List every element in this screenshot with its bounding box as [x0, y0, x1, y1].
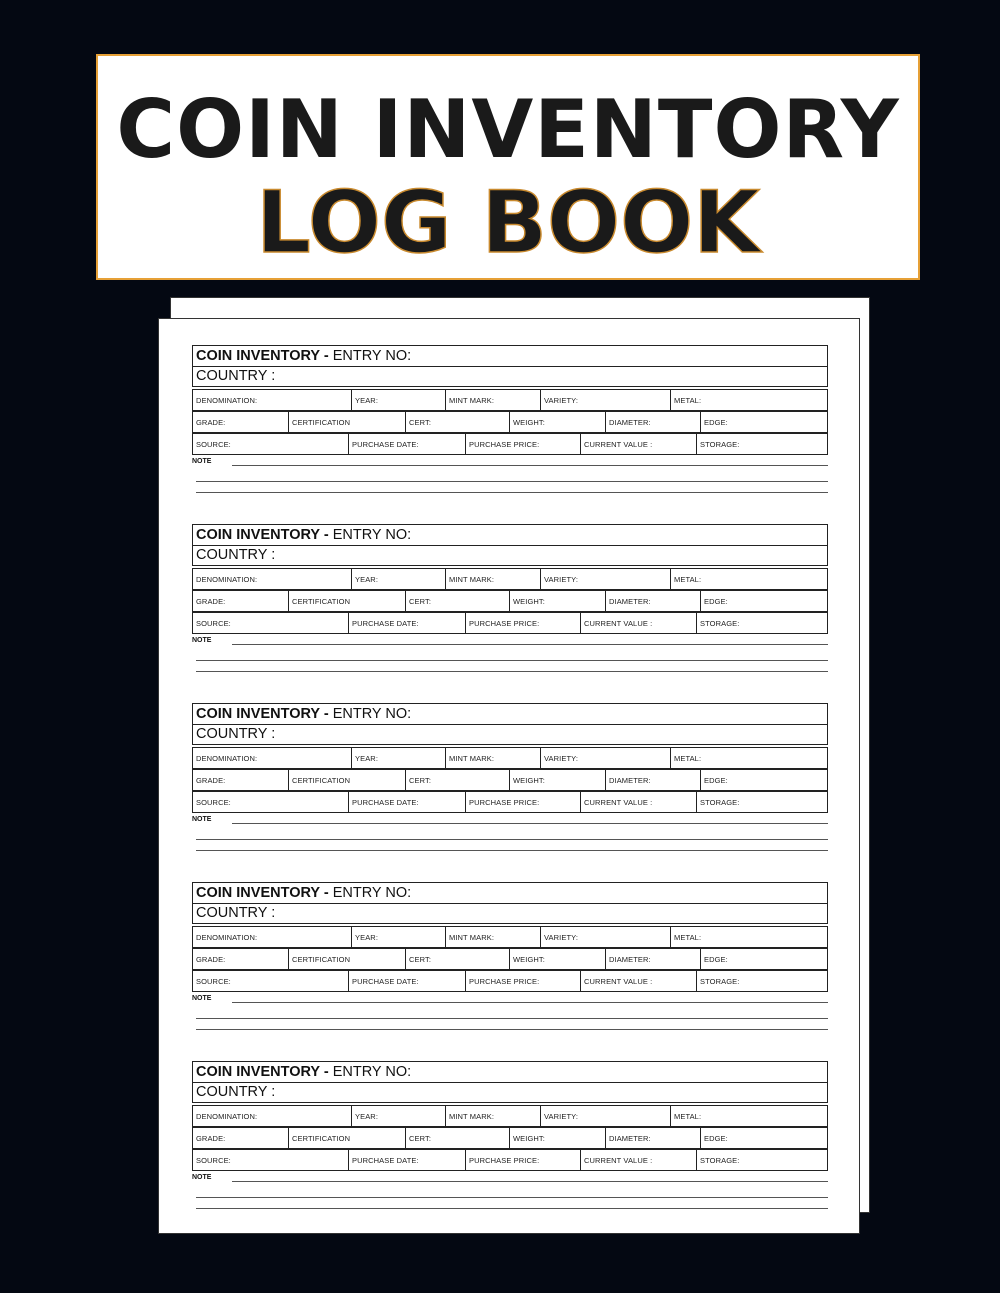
source-cell: SOURCE: [193, 971, 349, 991]
certification-cell: CERTIFICATION [289, 770, 406, 790]
cert-cell: CERT: [406, 949, 510, 969]
detail-row-1 [192, 1105, 828, 1127]
storage-cell: STORAGE: [700, 977, 740, 986]
weight-cell: WEIGHT: [510, 591, 606, 611]
detail-row-3 [192, 791, 828, 813]
mint-mark-cell: MINT MARK: [446, 1106, 541, 1126]
year-cell: YEAR: [352, 748, 446, 768]
cert-cell: CERT: [406, 770, 510, 790]
country-row [192, 1082, 828, 1103]
entry-heading: COIN INVENTORY - ENTRY NO: [196, 885, 412, 901]
detail-row-1 [192, 389, 828, 411]
entry-heading-row [192, 345, 828, 367]
entry-block-2 [192, 524, 828, 676]
detail-row-2 [192, 411, 828, 433]
detail-row-1 [192, 926, 828, 948]
entry-heading-row [192, 882, 828, 904]
detail-row-2 [192, 590, 828, 612]
metal-cell: METAL: [674, 1112, 702, 1121]
detail-row-3 [192, 1149, 828, 1171]
entry-heading-row [192, 703, 828, 725]
entry-heading: COIN INVENTORY - ENTRY NO: [196, 348, 412, 364]
variety-cell: VARIETY: [541, 748, 671, 768]
weight-cell: WEIGHT: [510, 949, 606, 969]
mint-mark-cell: MINT MARK: [446, 748, 541, 768]
note-label: NOTE [192, 458, 212, 465]
grade-cell: GRADE: [193, 1128, 289, 1148]
diameter-cell: DIAMETER: [606, 949, 701, 969]
denomination-cell: DENOMINATION: [193, 748, 352, 768]
entry-heading-row [192, 524, 828, 546]
detail-row-3 [192, 970, 828, 992]
note-label: NOTE [192, 816, 212, 823]
country-row [192, 724, 828, 745]
note-line [196, 492, 828, 493]
diameter-cell: DIAMETER: [606, 770, 701, 790]
entry-block-4 [192, 882, 828, 1034]
metal-cell: METAL: [674, 933, 702, 942]
storage-cell: STORAGE: [700, 798, 740, 807]
entry-block-5 [192, 1061, 828, 1213]
metal-cell: METAL: [674, 754, 702, 763]
year-cell: YEAR: [352, 1106, 446, 1126]
storage-cell: STORAGE: [700, 619, 740, 628]
purchase-date-cell: PURCHASE DATE: [349, 792, 466, 812]
note-label: NOTE [192, 637, 212, 644]
storage-cell: STORAGE: [700, 440, 740, 449]
note-label: NOTE [192, 995, 212, 1002]
note-line [196, 1197, 828, 1198]
edge-cell: EDGE: [704, 1134, 728, 1143]
country-label: COUNTRY : [196, 905, 276, 921]
entry-heading: COIN INVENTORY - ENTRY NO: [196, 527, 412, 543]
variety-cell: VARIETY: [541, 390, 671, 410]
cover-title-line1: COIN INVENTORY [116, 83, 900, 176]
note-line [232, 644, 828, 645]
grade-cell: GRADE: [193, 770, 289, 790]
country-label: COUNTRY : [196, 726, 276, 742]
detail-row-1 [192, 568, 828, 590]
note-line [196, 850, 828, 851]
purchase-price-cell: PURCHASE PRICE: [466, 971, 581, 991]
certification-cell: CERTIFICATION [289, 949, 406, 969]
storage-cell: STORAGE: [700, 1156, 740, 1165]
entry-heading: COIN INVENTORY - ENTRY NO: [196, 706, 412, 722]
note-line [232, 823, 828, 824]
mint-mark-cell: MINT MARK: [446, 569, 541, 589]
metal-cell: METAL: [674, 396, 702, 405]
note-line [196, 660, 828, 661]
country-row [192, 545, 828, 566]
source-cell: SOURCE: [193, 792, 349, 812]
denomination-cell: DENOMINATION: [193, 390, 352, 410]
note-line [196, 671, 828, 672]
country-row [192, 366, 828, 387]
country-label: COUNTRY : [196, 368, 276, 384]
mint-mark-cell: MINT MARK: [446, 927, 541, 947]
country-label: COUNTRY : [196, 1084, 276, 1100]
edge-cell: EDGE: [704, 418, 728, 427]
purchase-date-cell: PURCHASE DATE: [349, 971, 466, 991]
country-row [192, 903, 828, 924]
certification-cell: CERTIFICATION [289, 591, 406, 611]
current-value-cell: CURRENT VALUE : [581, 434, 697, 454]
detail-row-3 [192, 612, 828, 634]
year-cell: YEAR: [352, 927, 446, 947]
grade-cell: GRADE: [193, 591, 289, 611]
detail-row-2 [192, 1127, 828, 1149]
certification-cell: CERTIFICATION [289, 412, 406, 432]
denomination-cell: DENOMINATION: [193, 927, 352, 947]
cover-title-line2: LOG BOOK [256, 173, 760, 273]
cert-cell: CERT: [406, 591, 510, 611]
current-value-cell: CURRENT VALUE : [581, 1150, 697, 1170]
year-cell: YEAR: [352, 569, 446, 589]
note-line [196, 1029, 828, 1030]
purchase-date-cell: PURCHASE DATE: [349, 613, 466, 633]
current-value-cell: CURRENT VALUE : [581, 792, 697, 812]
metal-cell: METAL: [674, 575, 702, 584]
sheet-front [158, 318, 860, 1234]
variety-cell: VARIETY: [541, 927, 671, 947]
year-cell: YEAR: [352, 390, 446, 410]
denomination-cell: DENOMINATION: [193, 1106, 352, 1126]
edge-cell: EDGE: [704, 776, 728, 785]
variety-cell: VARIETY: [541, 1106, 671, 1126]
note-line [196, 481, 828, 482]
detail-row-3 [192, 433, 828, 455]
purchase-price-cell: PURCHASE PRICE: [466, 1150, 581, 1170]
entry-block-1 [192, 345, 828, 497]
detail-row-2 [192, 769, 828, 791]
edge-cell: EDGE: [704, 597, 728, 606]
diameter-cell: DIAMETER: [606, 591, 701, 611]
detail-row-1 [192, 747, 828, 769]
mint-mark-cell: MINT MARK: [446, 390, 541, 410]
current-value-cell: CURRENT VALUE : [581, 613, 697, 633]
detail-row-2 [192, 948, 828, 970]
entry-block-3 [192, 703, 828, 855]
cover-title-box [96, 54, 920, 280]
edge-cell: EDGE: [704, 955, 728, 964]
weight-cell: WEIGHT: [510, 412, 606, 432]
note-label: NOTE [192, 1174, 212, 1181]
grade-cell: GRADE: [193, 949, 289, 969]
diameter-cell: DIAMETER: [606, 1128, 701, 1148]
weight-cell: WEIGHT: [510, 770, 606, 790]
cert-cell: CERT: [406, 1128, 510, 1148]
entry-heading-row [192, 1061, 828, 1083]
note-line [196, 1018, 828, 1019]
source-cell: SOURCE: [193, 613, 349, 633]
purchase-date-cell: PURCHASE DATE: [349, 434, 466, 454]
note-line [196, 1208, 828, 1209]
denomination-cell: DENOMINATION: [193, 569, 352, 589]
source-cell: SOURCE: [193, 434, 349, 454]
country-label: COUNTRY : [196, 547, 276, 563]
grade-cell: GRADE: [193, 412, 289, 432]
purchase-price-cell: PURCHASE PRICE: [466, 613, 581, 633]
entry-heading: COIN INVENTORY - ENTRY NO: [196, 1064, 412, 1080]
purchase-date-cell: PURCHASE DATE: [349, 1150, 466, 1170]
current-value-cell: CURRENT VALUE : [581, 971, 697, 991]
weight-cell: WEIGHT: [510, 1128, 606, 1148]
diameter-cell: DIAMETER: [606, 412, 701, 432]
note-line [232, 1181, 828, 1182]
purchase-price-cell: PURCHASE PRICE: [466, 792, 581, 812]
source-cell: SOURCE: [193, 1150, 349, 1170]
note-line [196, 839, 828, 840]
variety-cell: VARIETY: [541, 569, 671, 589]
certification-cell: CERTIFICATION [289, 1128, 406, 1148]
cert-cell: CERT: [406, 412, 510, 432]
purchase-price-cell: PURCHASE PRICE: [466, 434, 581, 454]
note-line [232, 1002, 828, 1003]
note-line [232, 465, 828, 466]
